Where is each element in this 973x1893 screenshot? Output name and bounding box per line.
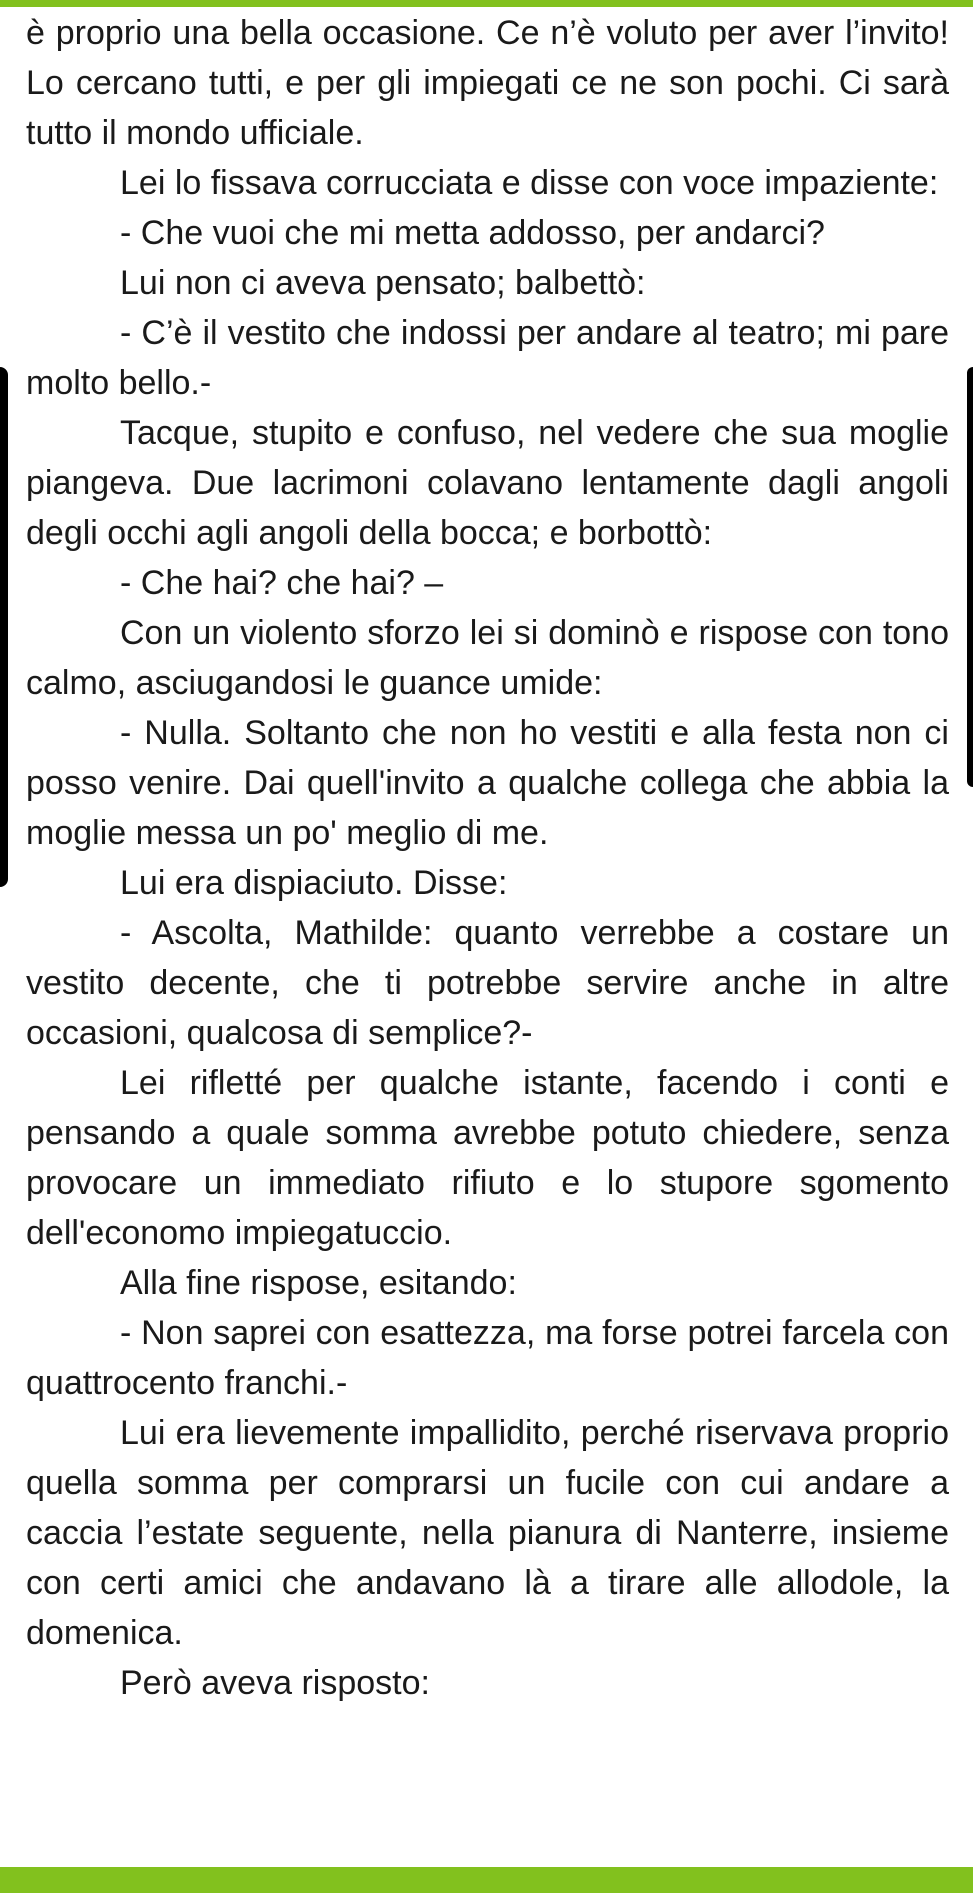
paragraph-1: è proprio una bella occasione. Ce n’è voluto per aver l’invito! Lo cercano tutti, e per gli impiegati ce ne son pochi. Ci sarà tutto il mondo ufficiale. [26,14,949,152]
paragraph-7: - Che hai? che hai? – [120,564,444,602]
paragraph-13: Alla fine rispose, esitando: [120,1264,517,1302]
paragraph-15: Lui era lievemente impallidito, perché riservava proprio quella somma per comprarsi un fucile con cui andare a caccia l’estate seguente, nella pianura di Nanterre, insieme con certi amici che andavano là a tirare alle allodole, la domenica. [26,1414,949,1652]
paragraph-12: Lei rifletté per qualche istante, facendo i conti e pensando a quale somma avrebbe potuto chiedere, senza provocare un immediato rifiuto e lo stupore sgomento dell'economo impiegatuccio. [26,1064,949,1252]
bottom-accent-bar [0,1867,973,1893]
page-right-edge [965,7,973,1867]
page-left-edge [0,7,12,1867]
paragraph-10: Lui era dispiaciuto. Disse: [120,864,508,902]
paragraph-9: - Nulla. Soltanto che non ho vestiti e alla festa non ci posso venire. Dai quell'invito a qualche collega che abbia la moglie messa un po' meglio di me. [26,714,949,852]
paragraph-11: - Ascolta, Mathilde: quanto verrebbe a costare un vestito decente, che ti potrebbe servire anche in altre occasioni, qualcosa di semplice?- [26,914,949,1052]
paragraph-4: Lui non ci aveva pensato; balbettò: [120,264,646,302]
paragraph-14: - Non saprei con esattezza, ma forse potrei farcela con quattrocento franchi.- [26,1314,949,1402]
paragraph-16: Però aveva risposto: [120,1664,430,1702]
paragraph-2: Lei lo fissava corrucciata e disse con voce impaziente: [120,164,939,202]
paragraph-8: Con un violento sforzo lei si dominò e rispose con tono calmo, asciugandosi le guance umide: [26,614,949,702]
document-body [26,8,949,1708]
paragraph-3: - Che vuoi che mi metta addosso, per andarci? [120,214,825,252]
paragraph-5: - C’è il vestito che indossi per andare al teatro; mi pare molto bello.- [26,314,949,402]
paragraph-6: Tacque, stupito e confuso, nel vedere che sua moglie piangeva. Due lacrimoni colavano lentamente dagli angoli degli occhi agli angoli della bocca; e borbottò: [26,414,949,552]
top-accent-bar [0,0,973,7]
